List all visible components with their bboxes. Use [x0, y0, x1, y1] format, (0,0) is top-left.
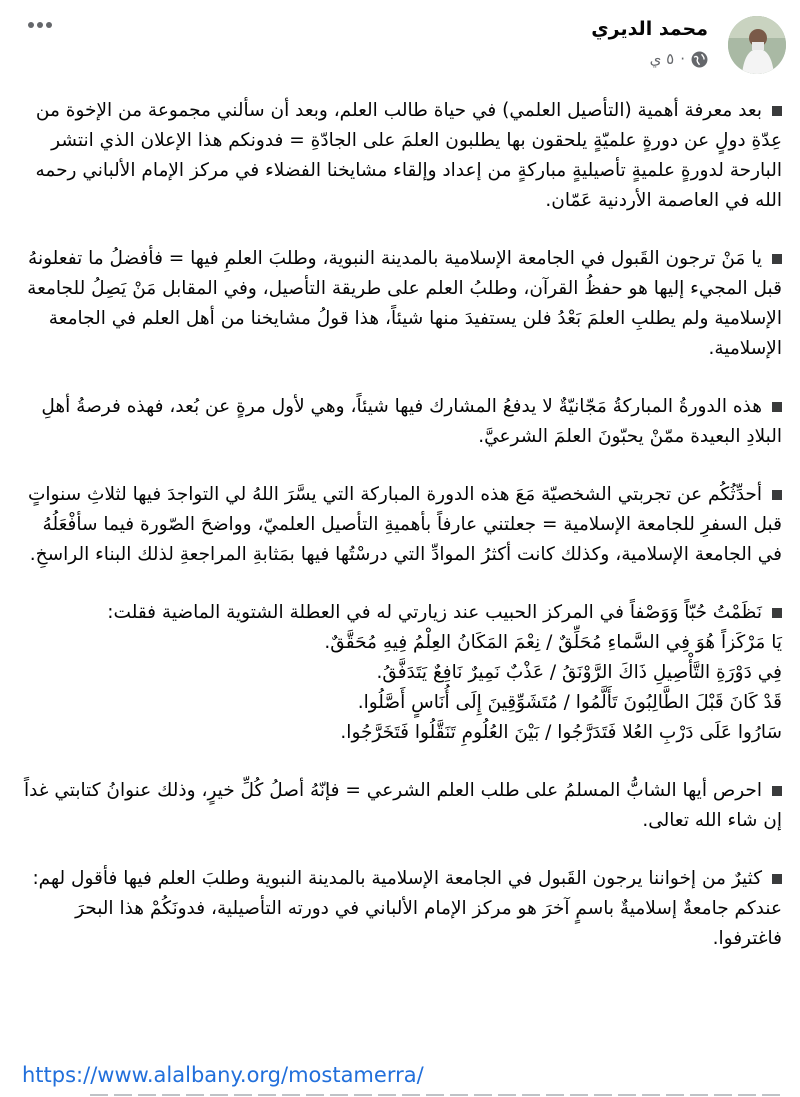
post-time[interactable]: ٥ ي	[649, 50, 675, 68]
paragraph-text: كثيرٌ من إخواننا يرجون القَبول في الجامعة الإسلامية بالمدينة النبوية وطلبَ العلم فيها فأقول لهم: عندكم جامعةٌ إسلاميةٌ باسمٍ آخرَ هو مركز الإمام الألباني في دورته التأصيلية، فدونَكُمْ هذا البحرَ فاغترفوا.	[32, 868, 782, 949]
paragraph-text: بعد معرفة أهمية (التأصيل العلمي) في حياة طالب العلم، وبعد أن سألني مجموعة من الإخوة من عِدّةِ دولٍ عن دورةٍ علميّةٍ يلحقون بها يطلبون العلمَ على الجادّةِ = فدونكم هذا الإعلان الذي انتشر البارحة لدورةٍ علميةٍ تأصيليةٍ مباركةٍ من إعداد وإلقاء مشايخنا الفضلاء في مركز الإمام الألباني رحمه الله في العاصمة الأردنية عَمّان.	[35, 100, 782, 211]
poem-line: يَا مَرْكَزاً هُوَ فِي السَّماءِ مُحَلِّقٌ / نِعْمَ المَكَانُ العِلْمُ فِيهِ مُحَقَّقٌ.	[324, 632, 782, 653]
bullet-icon	[772, 874, 782, 884]
post-meta	[650, 50, 708, 68]
paragraph-text: احرص أيها الشابُّ المسلمُ على طلب العلم الشرعي = فإنّهُ أصلُ كُلِّ خيرٍ، وذلك عنوانُ كتابتي غداً إن شاء الله تعالى.	[23, 780, 782, 831]
post-link[interactable]: https://www.alalbany.org/mostamerra/	[22, 1063, 424, 1087]
paragraph-text: يا مَنْ ترجون القَبول في الجامعة الإسلامية بالمدينة النبوية، وطلبَ العلمِ فيها = فأفضلُ ما تفعلونهُ قبل المجيء إليها هو حفظُ القرآن، وطلبُ العلم على طريقة التأصيل، وفي المقابل مَنْ يَصِلُ للجامعة الإسلامية ولم يطلبِ العلمَ بَعْدُ فلن يستفيدَ منها شيئاً، هذا قولُ مشايخنا من أهل العلم في الجامعة الإسلامية.	[27, 248, 782, 359]
poem-line: قَدْ كَانَ قَبْلَ الطَّالِبُونَ تَأَلَّمُوا / مُتَشَوِّقِينَ إِلَى أُنَاسٍ أَصَّلُوا.	[357, 692, 782, 713]
author-avatar[interactable]	[728, 16, 786, 74]
meta-separator: ·	[680, 50, 685, 68]
bullet-icon	[772, 786, 782, 796]
bullet-icon	[772, 608, 782, 618]
post-header	[0, 0, 800, 90]
cut-off-text-line	[90, 1090, 780, 1097]
post-paragraph	[22, 864, 782, 954]
avatar-image	[728, 16, 786, 74]
post-paragraph	[22, 244, 782, 364]
paragraph-text: أحدِّثُكُم عن تجربتي الشخصيّة مَعَ هذه الدورة المباركة التي يسَّرَ اللهُ لي التواجدَ فيها لثلاثِ سنواتٍ قبل السفرِ للجامعة الإسلامية = جعلتني عارفاً بأهميةِ التأصيل العلميّ، وواضحَ الصّورة فيما سأفْعَلُهُ في الجامعة الإسلامية، وكذلك كانت أكثرُ الموادِّ التي درسْتُها فيها بمَثابةِ المراجعةِ لذلك البناء الراسخِ.	[27, 484, 782, 565]
post-body	[22, 96, 782, 982]
poem-paragraph	[22, 598, 782, 748]
globe-icon	[691, 51, 708, 68]
poem-intro: نَظَمْتُ حُبّاً وَوَصْفاً في المركز الحبيب عند زيارتي له في العطلة الشتوية الماضية فقلت:	[107, 602, 762, 623]
more-options-button[interactable]	[22, 10, 58, 40]
bullet-icon	[772, 254, 782, 264]
more-options-icon	[27, 21, 53, 29]
poem-line: فِي دَوْرَةِ التَّأْصِيلِ ذَاكَ الرَّوْنَقُ / عَذْبٌ نَمِيرٌ نَافِعٌ يَتَدَفَّقُ.	[376, 662, 782, 683]
bullet-icon	[772, 402, 782, 412]
post-paragraph	[22, 480, 782, 570]
post-paragraph	[22, 776, 782, 836]
post-paragraph	[22, 96, 782, 216]
post-paragraph	[22, 392, 782, 452]
poem-line: سَارُوا عَلَى دَرْبِ العُلا فَتَدَرَّجُوا / بَيْنَ العُلُومِ تَنَقَّلُوا فَتَخَرَّجُوا.	[340, 722, 782, 743]
paragraph-text: هذه الدورةُ المباركةُ مَجّانيّةٌ لا يدفعُ المشارك فيها شيئاً، وهي لأول مرةٍ عن بُعد، فهذه فرصةُ أهلِ البلادِ البعيدة ممّنْ يحبّونَ العلمَ الشرعيَّ.	[41, 396, 782, 447]
bullet-icon	[772, 106, 782, 116]
bullet-icon	[772, 490, 782, 500]
author-name[interactable]: محمد الديري	[591, 18, 708, 40]
